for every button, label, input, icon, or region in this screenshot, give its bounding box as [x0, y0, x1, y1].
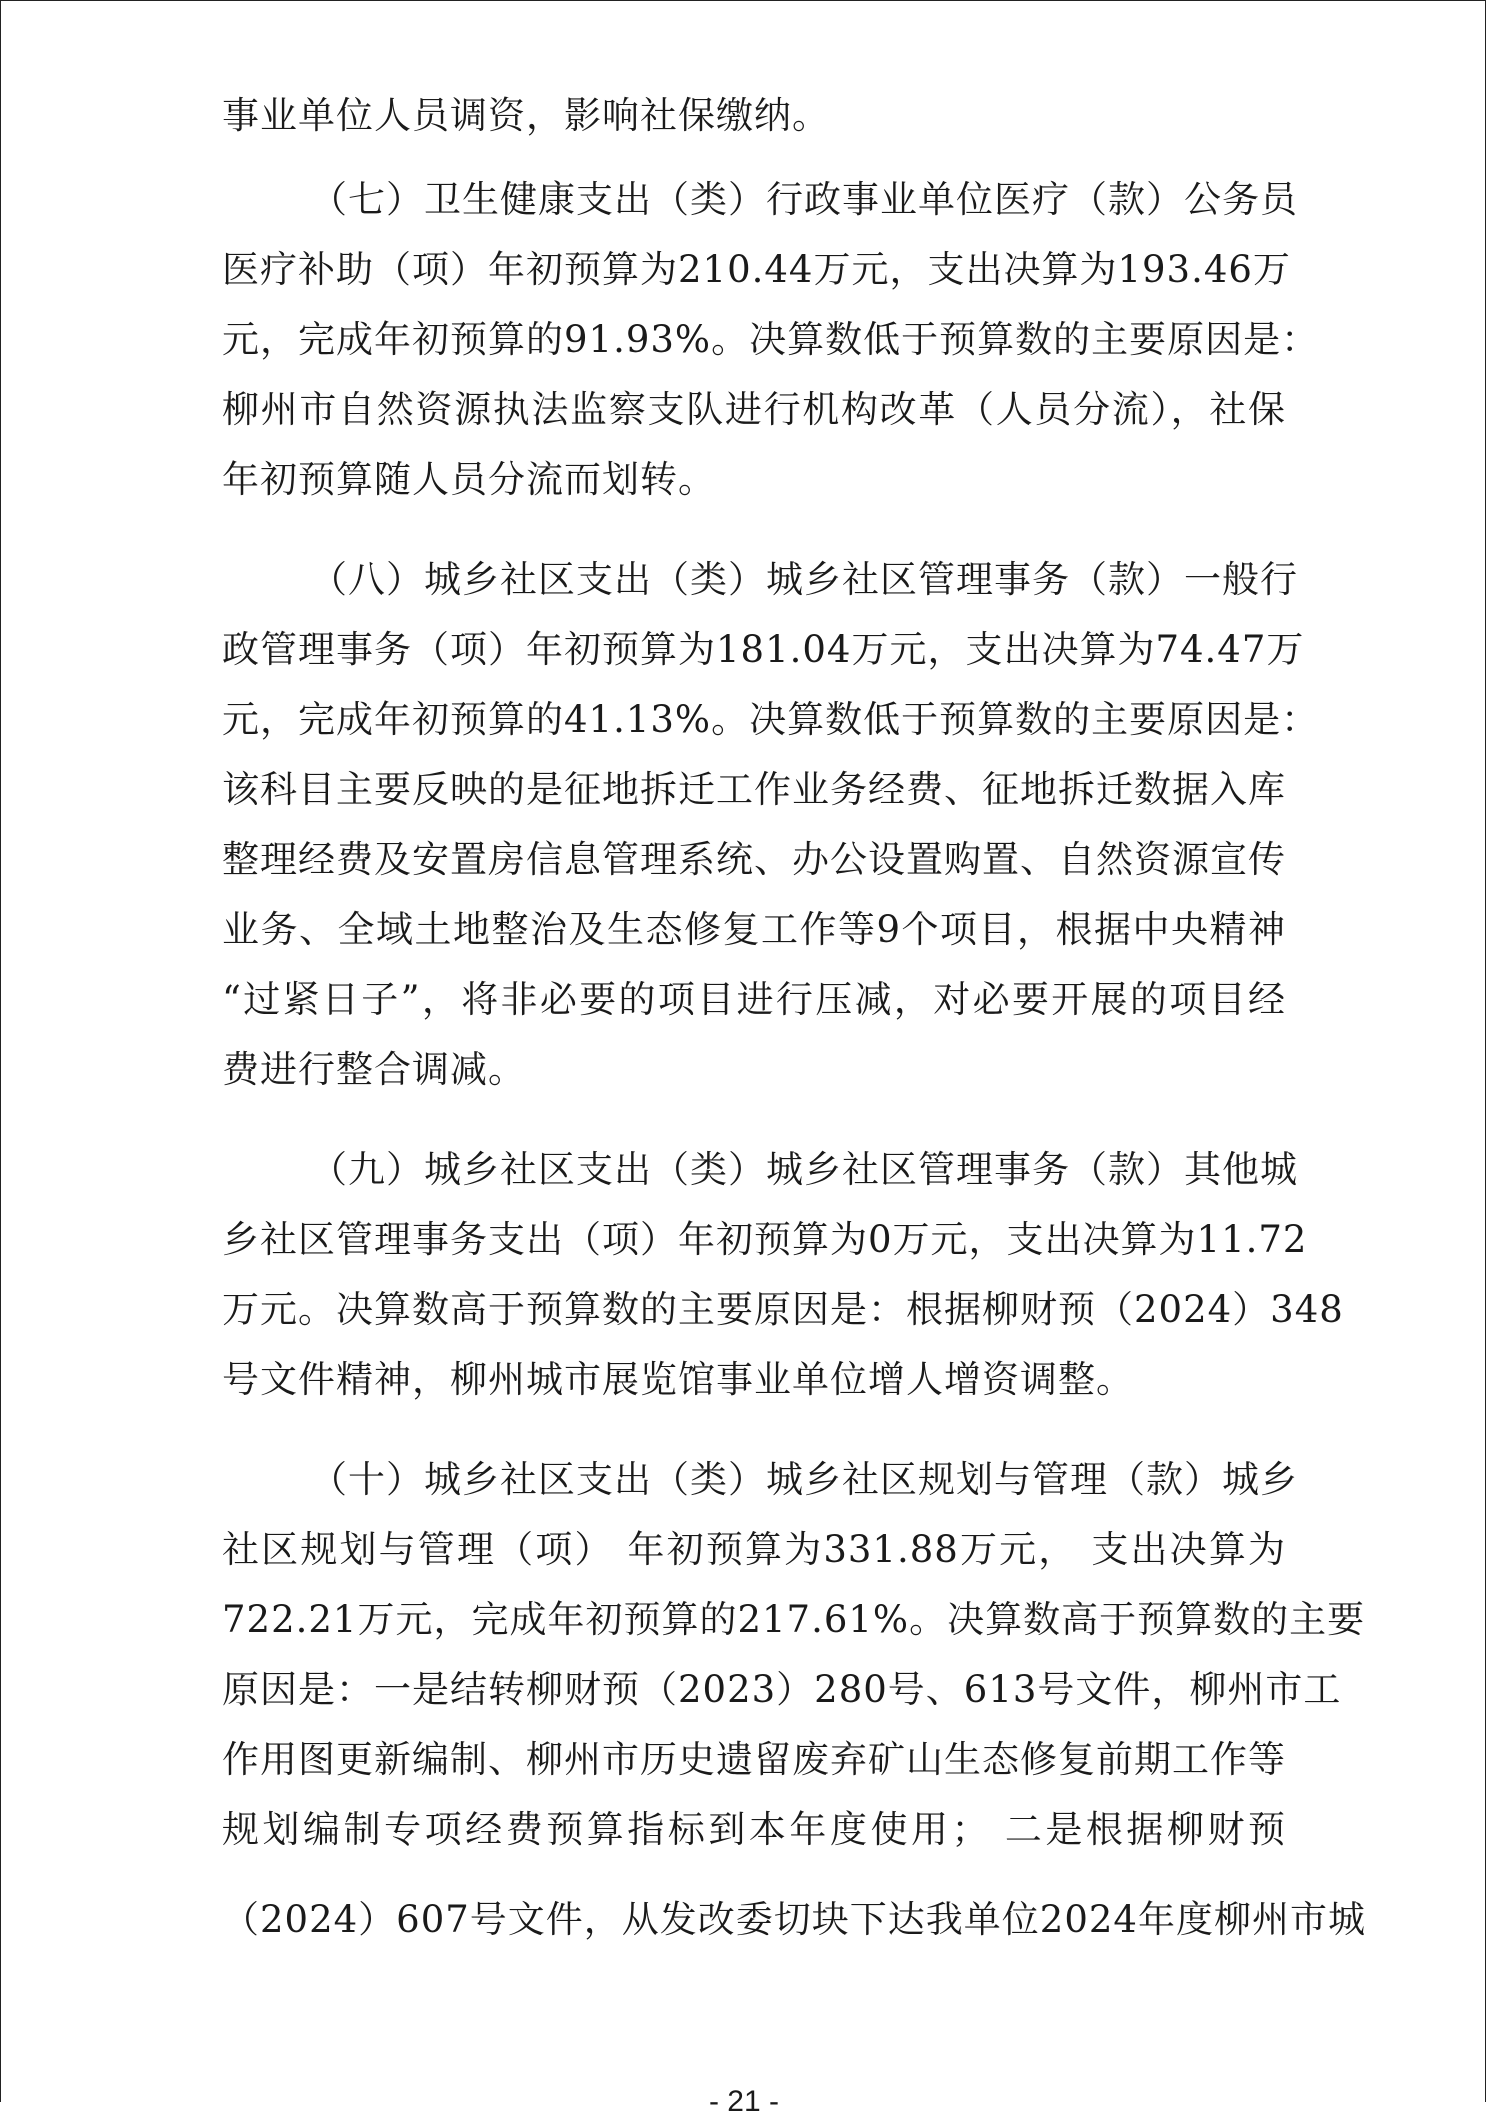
text-line: 政管理事务（项）年初预算为181.04万元，支出决算为74.47万 — [222, 628, 1305, 671]
text-line: 社区规划与管理（项） 年初预算为331.88万元， 支出决算为 — [222, 1528, 1286, 1571]
text-line: 原因是：一是结转柳财预（2023）280号、613号文件，柳州市工 — [222, 1668, 1342, 1711]
text-line: 费进行整合调减。 — [222, 1048, 526, 1091]
text-line: 作用图更新编制、柳州市历史遗留废弃矿山生态修复前期工作等 — [222, 1738, 1286, 1781]
text-line: 722.21万元，完成年初预算的217.61%。决算数高于预算数的主要 — [222, 1598, 1366, 1641]
text-line: 乡社区管理事务支出（项）年初预算为0万元，支出决算为11.72 — [222, 1218, 1308, 1261]
page-number: - 21 - — [708, 2085, 780, 2118]
text-line: 元，完成年初预算的41.13%。决算数低于预算数的主要原因是： — [222, 698, 1320, 741]
text-line: 规划编制专项经费预算指标到本年度使用； 二是根据柳财预 — [222, 1808, 1286, 1851]
paragraph-7-heading: （七）卫生健康支出（类）行政事业单位医疗（款）公务员 — [310, 178, 1298, 221]
text-line: 事业单位人员调资，影响社保缴纳。 — [222, 94, 830, 137]
text-line: 元，完成年初预算的91.93%。决算数低于预算数的主要原因是： — [222, 318, 1320, 361]
text-line: 柳州市自然资源执法监察支队进行机构改革（人员分流），社保 — [222, 388, 1286, 431]
text-line: 该科目主要反映的是征地拆迁工作业务经费、征地拆迁数据入库 — [222, 768, 1286, 811]
text-line: 医疗补助（项）年初预算为210.44万元，支出决算为193.46万 — [222, 248, 1291, 291]
text-line: 万元。决算数高于预算数的主要原因是：根据柳财预（2024）348 — [222, 1288, 1344, 1331]
text-line: 年初预算随人员分流而划转。 — [222, 458, 716, 501]
text-line: （2024）607号文件，从发改委切块下达我单位2024年度柳州市城 — [222, 1898, 1366, 1941]
paragraph-10-heading: （十）城乡社区支出（类）城乡社区规划与管理（款）城乡 — [310, 1458, 1298, 1501]
text-line: “过紧日子”，将非必要的项目进行压减，对必要开展的项目经 — [222, 978, 1286, 1021]
paragraph-8-heading: （八）城乡社区支出（类）城乡社区管理事务（款）一般行 — [310, 558, 1298, 601]
text-line: 业务、全域土地整治及生态修复工作等9个项目，根据中央精神 — [222, 908, 1286, 951]
text-line: 号文件精神，柳州城市展览馆事业单位增人增资调整。 — [222, 1358, 1134, 1401]
text-line: 整理经费及安置房信息管理系统、办公设置购置、自然资源宣传 — [222, 838, 1286, 881]
paragraph-9-heading: （九）城乡社区支出（类）城乡社区管理事务（款）其他城 — [310, 1148, 1298, 1191]
